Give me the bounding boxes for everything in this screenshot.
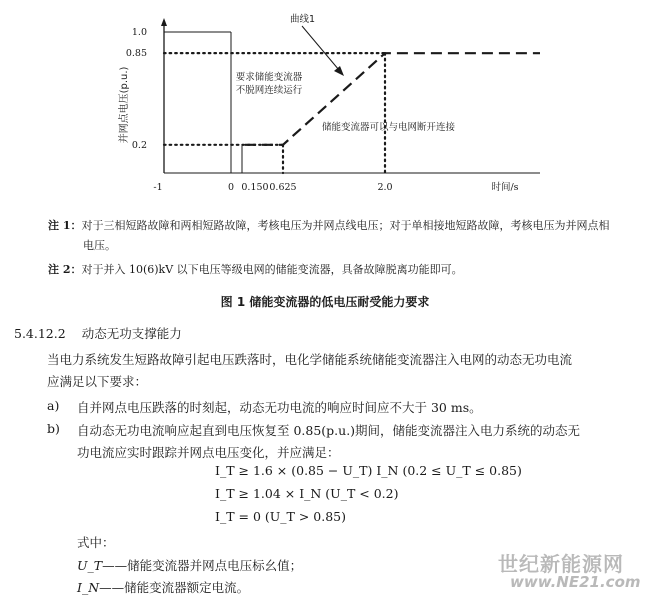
y-tick-label: 0.2 [131, 139, 147, 151]
y-axis-arrow [161, 18, 167, 26]
watermark-url: www.NE21.com [510, 573, 641, 591]
x-tick-label: 0.625 [269, 182, 297, 193]
note-2-text: 对于并入 10(6)kV 以下电压等级电网的储能变流器，具备故障脱离功能即可。 [81, 263, 463, 276]
curve-1-pointer-head [334, 66, 344, 76]
item-a-marker: a) [47, 398, 60, 413]
item-a-text: 自并网点电压跌落的时刻起，动态无功电流的响应时间应不大于 30 ms。 [77, 400, 482, 415]
x-tick-label: 2.0 [377, 182, 393, 193]
annotation-text: 曲线1 [290, 14, 316, 25]
item-b-line-1: 自动态无功电流响应起直到电压恢复至 0.85(p.u.)期间，储能变流器注入电力系统的动态无 [77, 423, 581, 438]
y-axis-label: 并网点电压(p.u.) [119, 66, 130, 144]
tick-labels [117, 27, 519, 193]
section-number: 5.4.12.2 [14, 326, 66, 341]
definition-ut-text: ——储能变流器并网点电压标幺值； [102, 558, 303, 573]
figure-caption: 图 1 储能变流器的低电压耐受能力要求 [220, 295, 430, 309]
formula-1: I_T ≥ 1.6 × (0.85 − U_T) I_N (0.2 ≤ U_T ≤ 0.85) [215, 463, 522, 478]
definition-in [77, 578, 249, 596]
item-b-marker: b) [47, 421, 60, 436]
x-tick-label: 0 [227, 182, 235, 193]
intro-line-2: 应满足以下要求： [47, 374, 148, 389]
where-label: 式中： [77, 535, 115, 550]
chart-annotations [236, 13, 456, 133]
curve-1-pointer [302, 26, 339, 70]
intro-line-1: 当电力系统发生短路故障引起电压跌落时，电化学储能系统储能变流器注入电网的动态无功电流 [47, 352, 573, 367]
definition-ut-symbol: U_T [77, 558, 103, 573]
note-2-label: 注 2： [48, 263, 82, 276]
annotation-text: 不脱网连续运行 [235, 85, 303, 96]
x-tick-label: 0.150 [241, 182, 269, 193]
lvrt-chart [0, 0, 650, 200]
note-2 [48, 260, 463, 280]
x-tick-label: -1 [153, 182, 163, 193]
section-heading [14, 324, 182, 342]
formula-2: I_T ≥ 1.04 × I_N (U_T < 0.2) [215, 486, 399, 501]
note-1-text: 对于三相短路故障和两相短路故障，考核电压为并网点线电压；对于单相接地短路故障，考核电压为并网点相 [81, 219, 610, 232]
note-1 [48, 216, 609, 236]
definition-in-text: ——储能变流器额定电流。 [99, 580, 250, 595]
annotation-text: 储能变流器可以与电网断开连接 [322, 122, 456, 133]
definition-in-symbol: I_N [77, 580, 100, 595]
item-b-line-2: 功电流应实时跟踪并网点电压变化，并应满足： [77, 445, 340, 460]
x-axis-label: 时间/s [491, 182, 519, 193]
annotation-text: 要求储能变流器 [235, 72, 303, 83]
note-1-label: 注 1： [48, 219, 82, 232]
watermark-logo-cn: 世纪新能源网 [498, 552, 624, 576]
chart-axes [161, 18, 540, 173]
y-tick-label: 1.0 [131, 27, 147, 38]
definition-ut [77, 556, 302, 574]
formula-3: I_T = 0 (U_T > 0.85) [215, 509, 346, 524]
y-tick-label: 0.85 [125, 48, 147, 60]
section-title: 动态无功支撑能力 [81, 326, 182, 341]
note-1-continuation: 电压。 [83, 239, 116, 252]
